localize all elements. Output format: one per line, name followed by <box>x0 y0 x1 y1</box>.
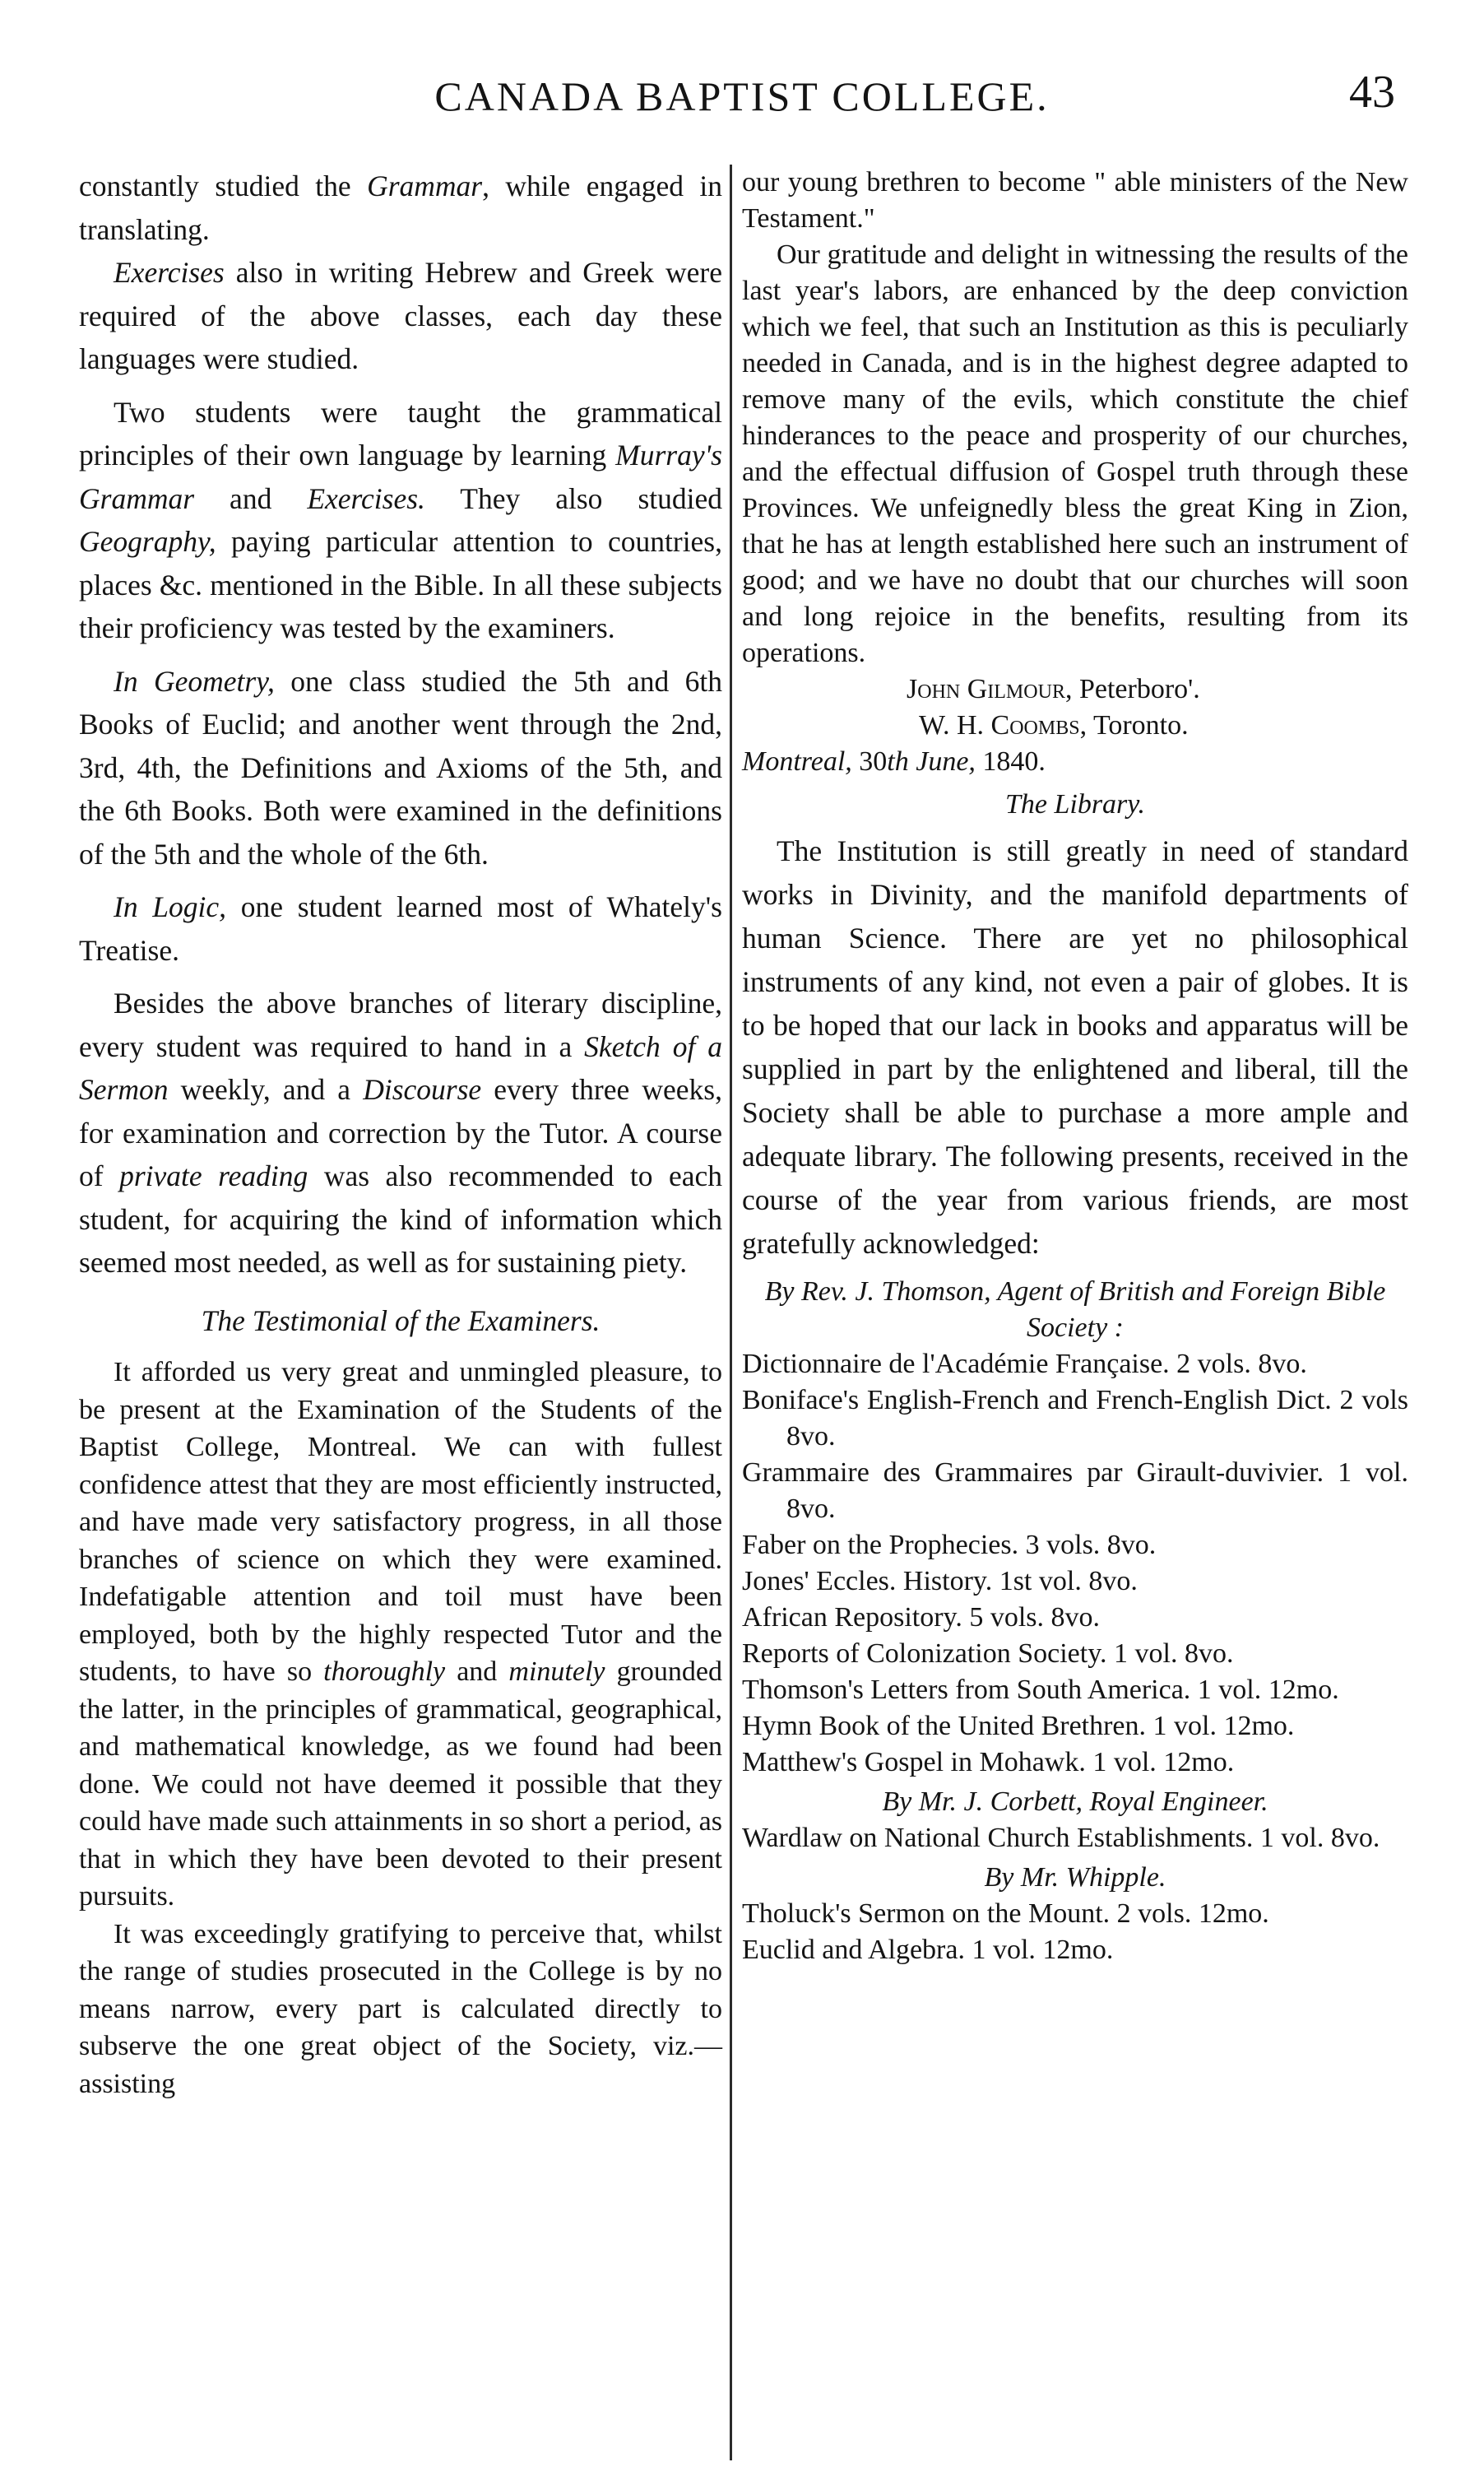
dateline: Montreal, 30th June, 1840. <box>742 746 1046 777</box>
column-rule <box>730 165 732 2460</box>
paragraph: The Institution is still greatly in need of standard works in Divinity, and the manifold departments of human Science. There are yet no philosophical instruments of any kind, not even a pair of globes. It is to be hoped that our lack in books and apparatus will be supplied in part by the enlightened and liberal, till the Society shall be able to purchase a more ample and adequate library. The following presents, received in the course of the year from various friends, are most gratefully acknowledged: <box>742 834 1408 1260</box>
book-entry: Faber on the Prophecies. 3 vols. 8vo. <box>742 1530 1157 1560</box>
section-heading-testimonial: The Testimonial of the Examiners. <box>201 1303 601 1337</box>
page-number: 43 <box>1349 67 1395 118</box>
paragraph: Exercises also in writing Hebrew and Greek were required of the above classes, each day these languages were studied. <box>79 256 722 375</box>
paragraph: It was exceedingly gratifying to perceive that, whilst the range of studies prosecuted in the College is by no means narrow, every part is calculated directly to subserve the one great object of the Society, viz.—assisting <box>79 1918 722 2099</box>
running-head: CANADA BAPTIST COLLEGE. <box>434 73 1050 119</box>
book-entry: Wardlaw on National Church Establishments. 1 vol. 8vo. <box>742 1823 1380 1853</box>
book-list <box>742 1346 1408 1781</box>
book-entry: Tholuck's Sermon on the Mount. 2 vols. 12mo. <box>742 1898 1269 1929</box>
paragraph: constantly studied the Grammar, while engaged in translating. <box>79 170 722 246</box>
book-list <box>742 1820 1408 1856</box>
book-entry: Boniface's English-French and French-English Dict. 2 vols 8vo. <box>742 1385 1408 1452</box>
paragraph: In Geometry, one class studied the 5th and 6th Books of Euclid; and another went through the 2nd, 3rd, 4th, the Definitions and Axioms of the 5th, and the 6th Books. Both were examined in the definitions of the 5th and the whole of the 6th. <box>79 664 722 871</box>
paragraph: It afforded us very great and unmingled pleasure, to be present at the Examination of the Students of the Baptist College, Montreal. We can with fullest confidence attest that they are most efficiently instructed, and have made very satisfactory progress, in all those branches of science on which they were examined. Indefatigable attention and toil must have been employed, both by the highly respected Tutor and the students, to have so thoroughly and minutely grounded the latter, in the principles of grammatical, geographical, and mathematical knowledge, as we found had been done. We could not have deemed it possible that they could have made such attainments in so short a period, as that in which they have been devoted to their present pursuits. <box>79 1357 722 1912</box>
book-list <box>742 1896 1408 1968</box>
book-entry: Dictionnaire de l'Académie Française. 2 vols. 8vo. <box>742 1349 1307 1379</box>
book-entry: Matthew's Gospel in Mohawk. 1 vol. 12mo. <box>742 1747 1235 1777</box>
book-entry: African Repository. 5 vols. 8vo. <box>742 1602 1101 1633</box>
paragraph: In Logic, one student learned most of Whately's Treatise. <box>79 890 722 967</box>
donor-heading: By Rev. J. Thomson, Agent of British and Foreign Bible Society : <box>764 1276 1386 1343</box>
left-column <box>79 165 722 2102</box>
book-entry: Jones' Eccles. History. 1st vol. 8vo. <box>742 1566 1138 1596</box>
paragraph: Besides the above branches of literary discipline, every student was required to hand in a Sketch of a Sermon weekly, and a Discourse every three weeks, for examination and correction by the Tutor. A course of private reading was also recommended to each student, for acquiring the kind of information which seemed most needed, as well as for sustaining piety. <box>79 987 722 1279</box>
book-entry: Thomson's Letters from South America. 1 vol. 12mo. <box>742 1675 1339 1705</box>
donor-heading: By Mr. J. Corbett, Royal Engineer. <box>882 1786 1268 1817</box>
book-entry: Hymn Book of the United Brethren. 1 vol. 12mo. <box>742 1711 1295 1741</box>
book-entry: Grammaire des Grammaires par Girault-duvivier. 1 vol. 8vo. <box>742 1457 1408 1524</box>
donor-heading: By Mr. Whipple. <box>984 1862 1166 1893</box>
right-column <box>742 165 1408 1968</box>
signature: John Gilmour, Peterboro'. <box>907 674 1200 704</box>
book-entry: Reports of Colonization Society. 1 vol. 8vo. <box>742 1638 1234 1669</box>
paragraph: Our gratitude and delight in witnessing the results of the last year's labors, are enhanced by the deep conviction which we feel, that such an Institution as this is peculiarly needed in Canada, and is in the highest degree adapted to remove many of the evils, which constitute the chief hinderances to the peace and prosperity of our churches, and the effectual diffusion of Gospel truth through these Provinces. We unfeignedly bless the great King in Zion, that he has at length established here such an instrument of good; and we have no doubt that our churches will soon and long rejoice in the benefits, resulting from its operations. <box>742 239 1408 668</box>
section-heading-library: The Library. <box>1004 789 1146 820</box>
paragraph: Two students were taught the grammatical principles of their own language by learning Murray's Grammar and Exercises. They also studied Geography, paying particular attention to countries, places &c. mentioned in the Bible. In all these subjects their proficiency was tested by the examiners. <box>79 395 722 644</box>
paragraph: our young brethren to become " able ministers of the New Testament." <box>742 167 1408 234</box>
signature: W. H. Coombs, Toronto. <box>919 710 1189 741</box>
book-entry: Euclid and Algebra. 1 vol. 12mo. <box>742 1935 1114 1965</box>
